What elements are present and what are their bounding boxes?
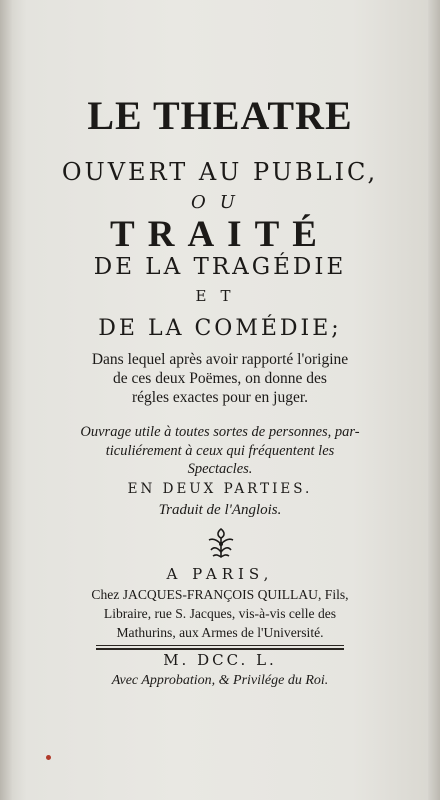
usage-line: Ouvrage utile à toutes sortes de personnes, par- xyxy=(80,424,360,440)
title-line-6: ET xyxy=(195,287,245,305)
description-line: régles exactes pour en juger. xyxy=(131,389,309,406)
year-line: M. DCC. L. xyxy=(163,651,277,669)
imprint-line: Libraire, rue S. Jacques, vis-à-vis celle des xyxy=(103,606,337,621)
ink-spot xyxy=(46,755,51,760)
title-line-5: DE LA TRAGÉDIE xyxy=(93,254,347,280)
parts-line: EN DEUX PARTIES. xyxy=(127,481,313,497)
divider-rule xyxy=(96,648,344,650)
title-line-2: OUVERT AU PUBLIC, xyxy=(61,158,379,186)
translated-line: Traduit de l'Anglois. xyxy=(158,502,282,518)
title-line-3: OU xyxy=(191,192,249,213)
imprint xyxy=(0,585,440,642)
description-line: de ces deux Poëmes, on donne des xyxy=(113,370,327,387)
title-line-1: LE THEATRE xyxy=(87,93,353,138)
imprint-line: Mathurins, aux Armes de l'Université. xyxy=(116,625,324,640)
usage-line: Spectacles. xyxy=(187,461,253,477)
usage-note xyxy=(0,423,440,479)
description xyxy=(0,350,440,407)
description-line: Dans lequel après avoir rapporté l'origine xyxy=(91,351,349,368)
title-line-7: DE LA COMÉDIE; xyxy=(98,316,342,341)
title-line-4: TRAITÉ xyxy=(110,214,330,255)
divider-rule xyxy=(96,645,344,646)
imprint-line: Chez JACQUES-FRANÇOIS QUILLAU, Fils, xyxy=(91,587,349,602)
usage-line: ticuliérement à ceux qui fréquentent les xyxy=(105,442,335,459)
place-line: A PARIS, xyxy=(166,565,274,583)
fleuron-icon xyxy=(205,526,237,560)
approval-line: Avec Approbation, & Privilége du Roi. xyxy=(111,673,329,688)
